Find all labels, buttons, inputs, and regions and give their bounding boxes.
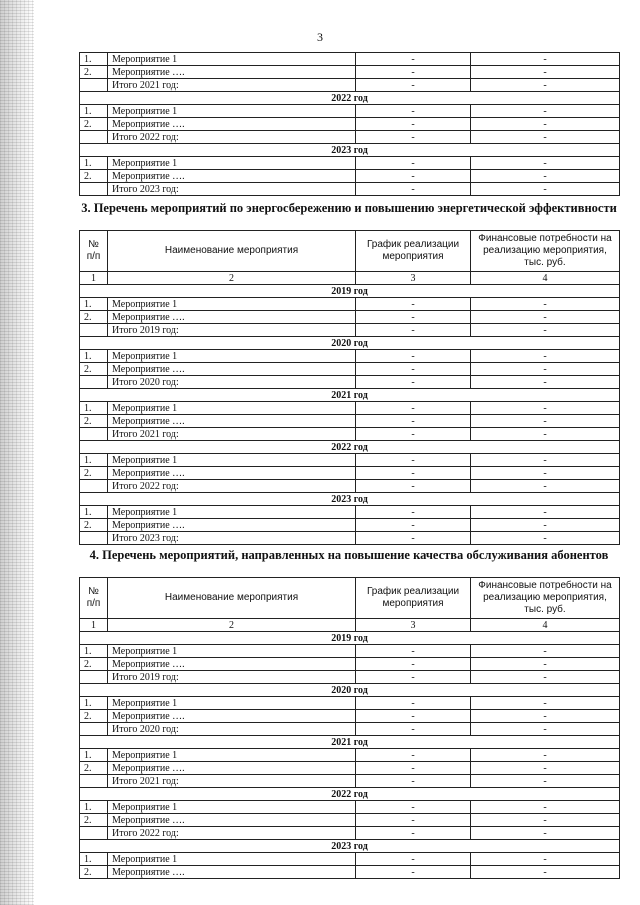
schedule-cell: - (356, 519, 471, 532)
event-name: Мероприятие …. (108, 658, 356, 671)
event-name: Мероприятие 1 (108, 697, 356, 710)
table-row (80, 749, 620, 762)
year-label: 2019 год (80, 632, 620, 645)
event-name: Мероприятие …. (108, 866, 356, 879)
total-label: Итого 2022 год: (108, 827, 356, 840)
total-row (80, 183, 620, 196)
finance-cell: - (471, 480, 620, 493)
finance-cell: - (471, 363, 620, 376)
schedule-cell: - (356, 79, 471, 92)
schedule-cell: - (356, 311, 471, 324)
finance-cell: - (471, 827, 620, 840)
finance-cell: - (471, 749, 620, 762)
year-row (80, 493, 620, 506)
col-number: 4 (471, 619, 620, 632)
finance-cell: - (471, 66, 620, 79)
total-row (80, 827, 620, 840)
schedule-cell: - (356, 853, 471, 866)
empty-cell (80, 324, 108, 337)
col-number: 2 (108, 619, 356, 632)
section-3-body (80, 285, 620, 545)
schedule-cell: - (356, 866, 471, 879)
row-number: 1. (80, 157, 108, 170)
schedule-cell: - (356, 723, 471, 736)
total-row (80, 532, 620, 545)
total-row (80, 324, 620, 337)
total-label: Итого 2020 год: (108, 376, 356, 389)
total-label: Итого 2023 год: (108, 532, 356, 545)
event-name: Мероприятие …. (108, 762, 356, 775)
total-row (80, 671, 620, 684)
finance-cell: - (471, 866, 620, 879)
finance-cell: - (471, 775, 620, 788)
schedule-cell: - (356, 645, 471, 658)
event-name: Мероприятие …. (108, 66, 356, 79)
row-number: 1. (80, 105, 108, 118)
table-row (80, 311, 620, 324)
table-row (80, 66, 620, 79)
row-number: 1. (80, 645, 108, 658)
schedule-cell: - (356, 131, 471, 144)
finance-cell: - (471, 801, 620, 814)
header-num: № п/п (80, 578, 108, 619)
finance-cell: - (471, 454, 620, 467)
schedule-cell: - (356, 467, 471, 480)
continuation-table (79, 52, 620, 196)
row-number: 1. (80, 402, 108, 415)
empty-cell (80, 775, 108, 788)
table-row (80, 658, 620, 671)
schedule-cell: - (356, 53, 471, 66)
year-row (80, 389, 620, 402)
schedule-cell: - (356, 454, 471, 467)
header-row (80, 578, 620, 619)
col-number: 2 (108, 272, 356, 285)
section-4-body (80, 632, 620, 879)
finance-cell: - (471, 170, 620, 183)
row-number: 1. (80, 697, 108, 710)
table-row (80, 814, 620, 827)
year-label: 2021 год (80, 389, 620, 402)
finance-cell: - (471, 762, 620, 775)
table-row (80, 105, 620, 118)
total-label: Итого 2021 год: (108, 79, 356, 92)
finance-cell: - (471, 671, 620, 684)
empty-cell (80, 723, 108, 736)
table-row (80, 467, 620, 480)
schedule-cell: - (356, 363, 471, 376)
total-label: Итого 2023 год: (108, 183, 356, 196)
total-row (80, 79, 620, 92)
year-label: 2022 год (80, 92, 620, 105)
finance-cell: - (471, 183, 620, 196)
total-row (80, 428, 620, 441)
finance-cell: - (471, 853, 620, 866)
year-row (80, 788, 620, 801)
schedule-cell: - (356, 710, 471, 723)
row-number: 2. (80, 170, 108, 183)
table-row (80, 853, 620, 866)
total-label: Итого 2021 год: (108, 428, 356, 441)
schedule-cell: - (356, 324, 471, 337)
event-name: Мероприятие 1 (108, 53, 356, 66)
schedule-cell: - (356, 801, 471, 814)
table-row (80, 415, 620, 428)
year-row (80, 337, 620, 350)
row-number: 2. (80, 519, 108, 532)
empty-cell (80, 79, 108, 92)
row-number: 2. (80, 658, 108, 671)
event-name: Мероприятие …. (108, 118, 356, 131)
schedule-cell: - (356, 658, 471, 671)
year-label: 2023 год (80, 840, 620, 853)
schedule-cell: - (356, 402, 471, 415)
table-row (80, 170, 620, 183)
total-label: Итого 2022 год: (108, 131, 356, 144)
schedule-cell: - (356, 298, 471, 311)
header-schedule: График реализации мероприятия (356, 231, 471, 272)
finance-cell: - (471, 532, 620, 545)
finance-cell: - (471, 467, 620, 480)
table-row (80, 298, 620, 311)
event-name: Мероприятие …. (108, 467, 356, 480)
schedule-cell: - (356, 428, 471, 441)
row-number: 1. (80, 801, 108, 814)
row-number: 2. (80, 814, 108, 827)
row-number: 1. (80, 53, 108, 66)
empty-cell (80, 532, 108, 545)
finance-cell: - (471, 131, 620, 144)
event-name: Мероприятие 1 (108, 506, 356, 519)
event-name: Мероприятие 1 (108, 402, 356, 415)
header-schedule: График реализации мероприятия (356, 578, 471, 619)
row-number: 2. (80, 66, 108, 79)
schedule-cell: - (356, 671, 471, 684)
schedule-cell: - (356, 814, 471, 827)
event-name: Мероприятие 1 (108, 105, 356, 118)
finance-cell: - (471, 311, 620, 324)
schedule-cell: - (356, 157, 471, 170)
empty-cell (80, 183, 108, 196)
finance-cell: - (471, 53, 620, 66)
year-row (80, 144, 620, 157)
total-row (80, 376, 620, 389)
row-number: 1. (80, 853, 108, 866)
finance-cell: - (471, 157, 620, 170)
finance-cell: - (471, 723, 620, 736)
event-name: Мероприятие 1 (108, 350, 356, 363)
row-number: 2. (80, 866, 108, 879)
table-row (80, 454, 620, 467)
schedule-cell: - (356, 118, 471, 131)
year-row (80, 632, 620, 645)
col-number: 3 (356, 619, 471, 632)
empty-cell (80, 827, 108, 840)
finance-cell: - (471, 814, 620, 827)
col-number: 4 (471, 272, 620, 285)
table-row (80, 710, 620, 723)
row-number: 2. (80, 118, 108, 131)
finance-cell: - (471, 658, 620, 671)
finance-cell: - (471, 376, 620, 389)
table-row (80, 645, 620, 658)
schedule-cell: - (356, 376, 471, 389)
schedule-cell: - (356, 170, 471, 183)
event-name: Мероприятие 1 (108, 749, 356, 762)
event-name: Мероприятие 1 (108, 853, 356, 866)
row-number: 2. (80, 415, 108, 428)
total-label: Итого 2019 год: (108, 671, 356, 684)
table-row (80, 519, 620, 532)
finance-cell: - (471, 506, 620, 519)
row-number: 2. (80, 762, 108, 775)
table-row (80, 402, 620, 415)
event-name: Мероприятие …. (108, 519, 356, 532)
schedule-cell: - (356, 506, 471, 519)
finance-cell: - (471, 710, 620, 723)
row-number: 2. (80, 467, 108, 480)
finance-cell: - (471, 79, 620, 92)
total-row (80, 723, 620, 736)
header-name: Наименование мероприятия (108, 231, 356, 272)
row-number: 1. (80, 749, 108, 762)
event-name: Мероприятие …. (108, 814, 356, 827)
finance-cell: - (471, 324, 620, 337)
section-4-table (79, 577, 620, 879)
column-number-row (80, 619, 620, 632)
schedule-cell: - (356, 762, 471, 775)
finance-cell: - (471, 105, 620, 118)
schedule-cell: - (356, 66, 471, 79)
header-finance: Финансовые потребности на реализацию мероприятия, тыс. руб. (471, 578, 620, 619)
table-row (80, 801, 620, 814)
year-label: 2021 год (80, 736, 620, 749)
table-row (80, 506, 620, 519)
column-number-row (80, 272, 620, 285)
table-row (80, 697, 620, 710)
schedule-cell: - (356, 749, 471, 762)
table-row (80, 350, 620, 363)
year-row (80, 285, 620, 298)
schedule-cell: - (356, 415, 471, 428)
empty-cell (80, 376, 108, 389)
finance-cell: - (471, 350, 620, 363)
event-name: Мероприятие 1 (108, 298, 356, 311)
event-name: Мероприятие 1 (108, 645, 356, 658)
col-number: 1 (80, 272, 108, 285)
finance-cell: - (471, 415, 620, 428)
row-number: 1. (80, 298, 108, 311)
event-name: Мероприятие …. (108, 170, 356, 183)
schedule-cell: - (356, 105, 471, 118)
year-row (80, 684, 620, 697)
year-row (80, 840, 620, 853)
table-row (80, 866, 620, 879)
table-row (80, 157, 620, 170)
empty-cell (80, 480, 108, 493)
year-label: 2020 год (80, 684, 620, 697)
total-label: Итого 2019 год: (108, 324, 356, 337)
schedule-cell: - (356, 480, 471, 493)
year-row (80, 441, 620, 454)
finance-cell: - (471, 645, 620, 658)
event-name: Мероприятие …. (108, 415, 356, 428)
empty-cell (80, 428, 108, 441)
year-label: 2022 год (80, 441, 620, 454)
year-row (80, 736, 620, 749)
year-label: 2023 год (80, 144, 620, 157)
row-number: 1. (80, 350, 108, 363)
schedule-cell: - (356, 183, 471, 196)
year-label: 2022 год (80, 788, 620, 801)
finance-cell: - (471, 118, 620, 131)
page-number: 3 (317, 30, 323, 44)
year-label: 2019 год (80, 285, 620, 298)
total-label: Итого 2020 год: (108, 723, 356, 736)
year-label: 2023 год (80, 493, 620, 506)
row-number: 1. (80, 454, 108, 467)
table-row (80, 53, 620, 66)
total-row (80, 775, 620, 788)
row-number: 2. (80, 363, 108, 376)
table-row (80, 118, 620, 131)
section-3-table (79, 230, 620, 545)
year-label: 2020 год (80, 337, 620, 350)
schedule-cell: - (356, 697, 471, 710)
schedule-cell: - (356, 827, 471, 840)
finance-cell: - (471, 298, 620, 311)
col-number: 3 (356, 272, 471, 285)
event-name: Мероприятие 1 (108, 801, 356, 814)
total-label: Итого 2021 год: (108, 775, 356, 788)
finance-cell: - (471, 428, 620, 441)
empty-cell (80, 131, 108, 144)
year-row (80, 92, 620, 105)
event-name: Мероприятие 1 (108, 454, 356, 467)
row-number: 2. (80, 710, 108, 723)
finance-cell: - (471, 519, 620, 532)
event-name: Мероприятие 1 (108, 157, 356, 170)
total-row (80, 131, 620, 144)
schedule-cell: - (356, 350, 471, 363)
event-name: Мероприятие …. (108, 363, 356, 376)
table-row (80, 762, 620, 775)
event-name: Мероприятие …. (108, 710, 356, 723)
schedule-cell: - (356, 775, 471, 788)
total-row (80, 480, 620, 493)
header-num: № п/п (80, 231, 108, 272)
total-label: Итого 2022 год: (108, 480, 356, 493)
header-row (80, 231, 620, 272)
col-number: 1 (80, 619, 108, 632)
finance-cell: - (471, 697, 620, 710)
schedule-cell: - (356, 532, 471, 545)
table-row (80, 363, 620, 376)
header-name: Наименование мероприятия (108, 578, 356, 619)
finance-cell: - (471, 402, 620, 415)
empty-cell (80, 671, 108, 684)
scan-edge-noise (0, 0, 34, 905)
section-4-title: 4. Перечень мероприятий, направленных на повышение качества обслуживания абонентов (89, 548, 609, 562)
row-number: 2. (80, 311, 108, 324)
row-number: 1. (80, 506, 108, 519)
event-name: Мероприятие …. (108, 311, 356, 324)
section-3-title: 3. Перечень мероприятий по энергосбережению и повышению энергетической эффективности (81, 201, 617, 215)
header-finance: Финансовые потребности на реализацию мероприятия, тыс. руб. (471, 231, 620, 272)
